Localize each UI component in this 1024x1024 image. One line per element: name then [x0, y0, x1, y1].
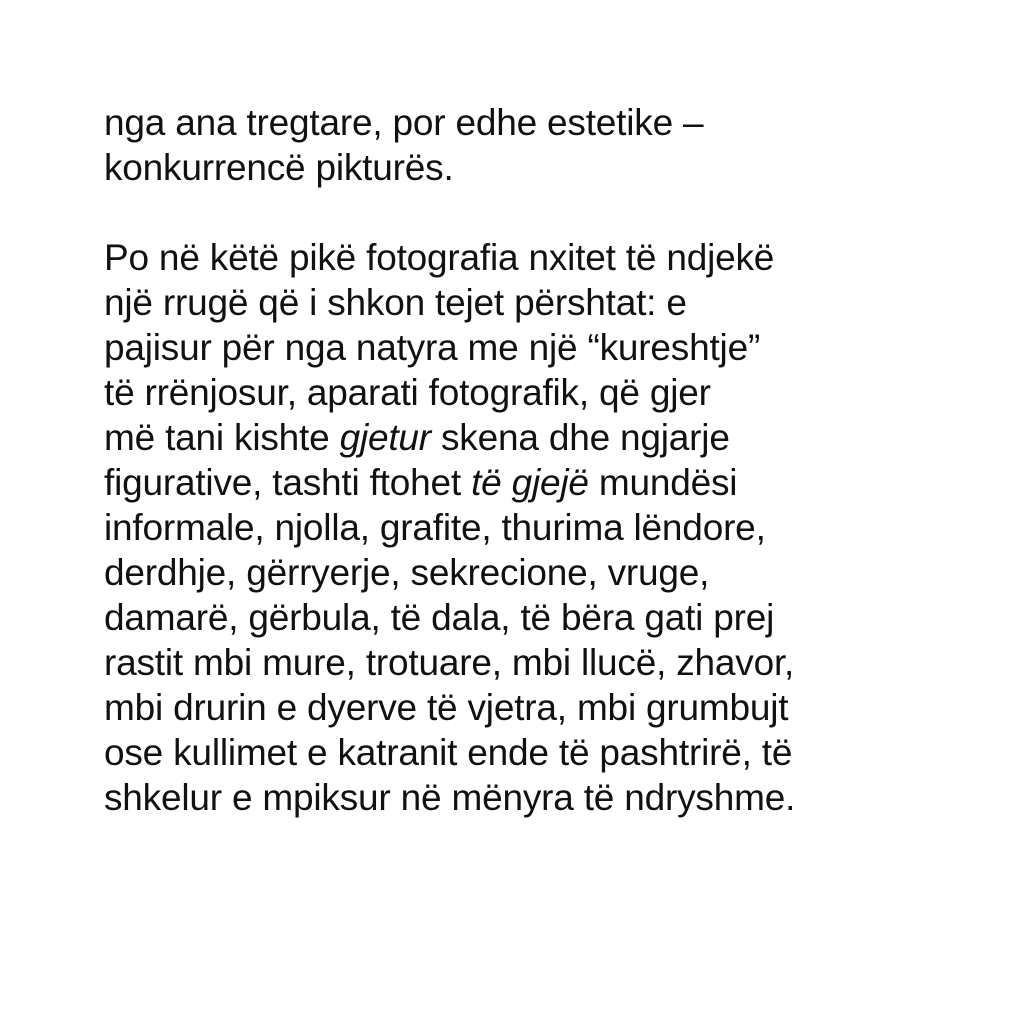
text-line: një rrugë që i shkon tejet përshtat: e	[104, 282, 687, 323]
body-text	[104, 100, 984, 820]
text-line: nga ana tregtare, por edhe estetike –	[104, 102, 704, 143]
text-run: më tani kishte	[104, 417, 340, 458]
text-line: konkurrencë pikturës.	[104, 147, 454, 188]
text-line: mbi drurin e dyerve të vjetra, mbi grumbujt	[104, 687, 789, 728]
text-line: rastit mbi mure, trotuare, mbi llucë, zhavor,	[104, 642, 795, 683]
text-run: skena dhe ngjarje	[430, 417, 730, 458]
text-run: figurative, tashti ftohet	[104, 462, 472, 503]
text-line: Po në këtë pikë fotografia nxitet të ndjekë	[104, 237, 775, 278]
text-line: informale, njolla, grafite, thurima lëndore,	[104, 507, 766, 548]
text-line	[104, 460, 984, 505]
text-line	[104, 415, 984, 460]
text-line: shkelur e mpiksur në mënyra të ndryshme.	[104, 777, 796, 818]
text-run: mundësi	[588, 462, 738, 503]
italic-run: gjetur	[339, 417, 431, 458]
italic-run: të gjejë	[471, 462, 589, 503]
text-line: pajisur për nga natyra me një “kureshtje”	[104, 327, 761, 368]
text-line: derdhje, gërryerje, sekrecione, vruge,	[104, 552, 710, 593]
text-line: damarë, gërbula, të dala, të bëra gati prej	[104, 597, 775, 638]
text-line: ose kullimet e katranit ende të pashtrirë, të	[104, 732, 793, 773]
text-line: të rrënjosur, aparati fotografik, që gjer	[104, 372, 711, 413]
paragraph-gap	[104, 190, 984, 235]
